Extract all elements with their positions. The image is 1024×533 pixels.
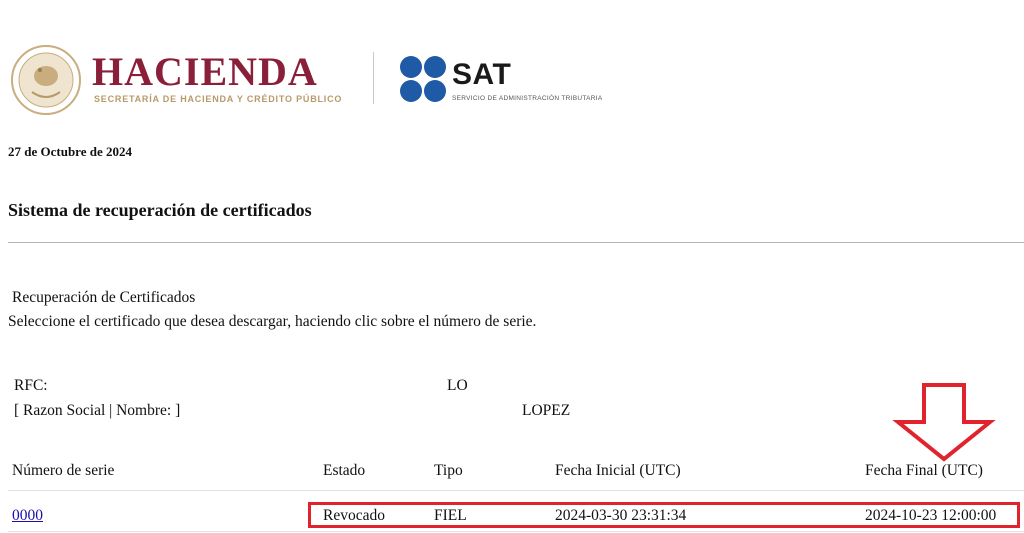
down-arrow-icon (886, 382, 996, 462)
serial-number-link[interactable]: 0000 (12, 507, 43, 524)
column-header-fecha-inicial: Fecha Inicial (UTC) (555, 462, 681, 479)
recovery-heading: Recuperación de Certificados (12, 289, 196, 306)
fecha-inicial-cell: 2024-03-30 23:31:34 (555, 507, 687, 524)
recovery-description: Seleccione el certificado que desea descargar, haciendo clic sobre el número de serie. (8, 313, 537, 330)
table-divider (8, 490, 1024, 491)
column-header-fecha-final: Fecha Final (UTC) (865, 462, 983, 479)
column-header-estado: Estado (323, 462, 366, 479)
page-header (10, 40, 650, 120)
hacienda-subtitle: SECRETARÍA DE HACIENDA Y CRÉDITO PÚBLICO (94, 94, 343, 104)
rfc-value: LO (447, 377, 468, 394)
tipo-cell: FIEL (434, 507, 467, 524)
row-highlight-box (308, 502, 1020, 528)
section-divider (8, 242, 1024, 243)
current-date: 27 de Octubre de 2024 (8, 144, 132, 159)
fecha-final-cell: 2024-10-23 12:00:00 (865, 507, 997, 524)
rfc-label: RFC: (14, 377, 48, 394)
name-label: [ Razon Social | Nombre: ] (14, 402, 181, 419)
sat-logo-icon (398, 54, 448, 104)
logo-divider (373, 52, 374, 104)
sat-subtitle: SERVICIO DE ADMINISTRACIÓN TRIBUTARIA (452, 95, 603, 102)
estado-cell: Revocado (323, 507, 385, 524)
column-header-serial: Número de serie (12, 462, 115, 479)
sat-title: SAT (452, 58, 512, 91)
column-header-tipo: Tipo (434, 462, 463, 479)
hacienda-title: HACIENDA (92, 49, 318, 94)
table-bottom-divider (8, 531, 1024, 532)
page-title: Sistema de recuperación de certificados (8, 200, 312, 220)
name-value: LOPEZ (522, 402, 571, 419)
national-seal-icon (10, 44, 82, 116)
